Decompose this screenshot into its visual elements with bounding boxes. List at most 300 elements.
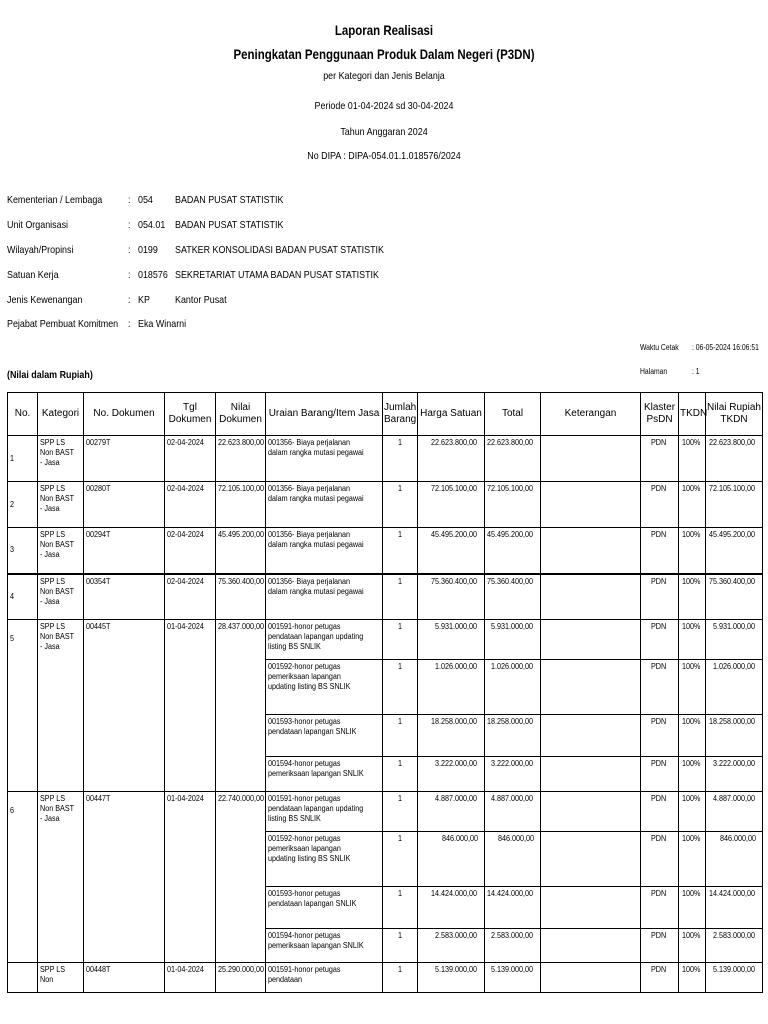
cell-rupiah [706,963,763,993]
col-header: Total [485,393,541,436]
cell-klaster [641,436,679,482]
table-row [8,792,763,832]
col-header: Nilai Dokumen [216,393,266,436]
cell-harga-text: 75.360.400,00 [430,576,477,586]
cell-no [8,528,38,574]
cell-harga-text: 45.495.200,00 [430,530,477,539]
cell-uraian [266,832,383,887]
cell-nilai-text: 25.290.000,00 [218,965,265,974]
report-title: Laporan Realisasi [334,22,434,38]
cell-total-text: 2.583.000,00 [491,931,534,940]
cell-nilai-text: 22.623.800,00 [218,438,265,447]
cell-harga-text: 3.222.000,00 [435,759,478,768]
cell-jumlah [383,715,418,757]
cell-tkdn-text: 100% [681,438,701,447]
cell-tkdn-text: 100% [681,576,701,586]
cell-total [485,832,541,887]
cell-harga [418,660,485,715]
cell-uraian-text: 001356- Biaya perjalanan dalam rangka mutasi pegawai [268,530,364,549]
cell-harga [418,482,485,528]
cell-klaster [641,832,679,887]
cell-klaster [641,574,679,620]
table-row [8,620,763,660]
cell-uraian [266,620,383,660]
cell-uraian [266,963,383,993]
cell-total-text: 5.139.000,00 [491,965,534,974]
cell-uraian [266,482,383,528]
col-header: No. Dokumen [84,393,165,436]
info-code: 054.01 [138,219,166,231]
cell-rupiah [706,929,763,963]
cell-keterangan [541,660,641,715]
cell-tkdn-text: 100% [681,889,701,898]
cell-uraian-text: 001356- Biaya perjalanan dalam rangka mutasi pegawai [268,438,364,457]
cell-total-text: 14.424.000,00 [487,889,534,898]
cell-rupiah [706,792,763,832]
nilai-note: (Nilai dalam Rupiah) [7,369,93,381]
cell-tkdn-text: 100% [681,622,701,631]
report-periode: Periode 01-04-2024 sd 30-04-2024 [314,100,454,112]
cell-kategori-text: SPP LS Non BAST - Jasa [40,484,74,513]
cell-klaster-text: PDN [651,576,667,586]
cell-dokumen [84,528,165,574]
cell-rupiah-text: 3.222.000,00 [713,759,756,768]
cell-total-text: 3.222.000,00 [491,759,534,768]
cell-klaster-text: PDN [651,484,667,493]
cell-tkdn [679,929,706,963]
cell-tgl [165,792,216,963]
col-header: Harga Satuan [418,393,485,436]
cell-nilai [216,963,266,993]
cell-jumlah [383,574,418,620]
cell-total [485,929,541,963]
cell-rupiah-text: 846.000,00 [719,834,756,843]
cell-dokumen-text: 00279T [86,438,111,447]
cell-jumlah-text: 1 [397,622,402,631]
info-code: 054 [138,194,153,206]
cell-tkdn [679,574,706,620]
cell-kategori [38,528,84,574]
cell-no-text: 3 [10,545,15,555]
cell-klaster [641,715,679,757]
col-header: TKDN [679,393,706,436]
cell-no-text: 5 [10,634,15,643]
cell-nilai [216,620,266,792]
cell-rupiah [706,660,763,715]
cell-harga-text: 5.931.000,00 [435,622,478,631]
cell-tgl [165,574,216,620]
cell-rupiah-text: 75.360.400,00 [708,576,755,586]
cell-harga-text: 18.258.000,00 [430,717,477,726]
cell-uraian [266,528,383,574]
cell-nilai [216,482,266,528]
cell-jumlah [383,929,418,963]
cell-keterangan [541,832,641,887]
cell-kategori-text: SPP LS Non BAST - Jasa [40,438,74,467]
cell-nilai [216,574,266,620]
cell-no-text: 2 [10,499,15,509]
cell-jumlah [383,792,418,832]
cell-uraian [266,792,383,832]
cell-tkdn-text: 100% [681,965,701,974]
cell-tkdn [679,715,706,757]
report-table [7,392,763,993]
cell-total-text: 5.931.000,00 [491,622,534,631]
cell-kategori [38,436,84,482]
cell-tkdn-text: 100% [681,662,701,671]
cell-uraian [266,715,383,757]
cell-dokumen [84,620,165,792]
cell-uraian-text: 001592-honor petugas pemeriksaan lapangan updating listing BS SNLIK [268,662,351,691]
cell-keterangan [541,757,641,792]
cell-harga-text: 4.887.000,00 [435,794,478,803]
cell-jumlah-text: 1 [397,931,402,940]
info-code: Eka Winarni [138,318,187,330]
cell-harga [418,929,485,963]
cell-klaster-text: PDN [651,622,667,631]
cell-tgl [165,963,216,993]
cell-rupiah [706,482,763,528]
cell-tgl [165,528,216,574]
cell-tkdn [679,792,706,832]
cell-harga-text: 72.105.100,00 [430,484,477,493]
cell-nilai [216,792,266,963]
cell-dokumen [84,436,165,482]
cell-kategori-text: SPP LS Non BAST - Jasa [40,794,74,823]
cell-tgl [165,620,216,792]
cell-total-text: 72.105.100,00 [487,484,534,493]
cell-no-text: 6 [10,806,15,815]
cell-keterangan [541,929,641,963]
cell-uraian-text: 001356- Biaya perjalanan dalam rangka mutasi pegawai [268,576,364,596]
cell-jumlah-text: 1 [397,576,402,586]
cell-harga [418,887,485,929]
cell-nilai-text: 72.105.100,00 [218,484,265,493]
cell-dokumen-text: 00294T [86,530,111,539]
cell-dokumen-text: 00445T [86,622,111,631]
report-tahun: Tahun Anggaran 2024 [340,126,428,138]
cell-tkdn-text: 100% [681,717,701,726]
cell-jumlah-text: 1 [397,484,402,493]
cell-klaster [641,620,679,660]
cell-keterangan [541,482,641,528]
cell-keterangan [541,887,641,929]
cell-total [485,792,541,832]
col-header: Nilai Rupiah TKDN [706,393,763,436]
cell-total [485,660,541,715]
cell-jumlah [383,660,418,715]
cell-keterangan [541,715,641,757]
cell-tgl-text: 01-04-2024 [167,794,204,803]
cell-dokumen [84,792,165,963]
cell-uraian [266,574,383,620]
cell-jumlah [383,832,418,887]
cell-tkdn [679,757,706,792]
cell-dokumen-text: 00280T [86,484,111,493]
table-row [8,482,763,528]
col-header: No. [8,393,38,436]
cell-rupiah [706,757,763,792]
cell-jumlah-text: 1 [397,759,402,768]
cell-kategori [38,963,84,993]
cell-rupiah-text: 2.583.000,00 [713,931,756,940]
cell-rupiah [706,574,763,620]
cell-total-text: 22.623.800,00 [487,438,534,447]
cell-keterangan [541,963,641,993]
cell-tgl-text: 02-04-2024 [167,576,204,586]
cell-harga-text: 22.623.800,00 [430,438,477,447]
table-row [8,963,763,993]
cell-rupiah-text: 5.139.000,00 [713,965,756,974]
cell-klaster-text: PDN [651,889,667,898]
cell-tkdn-text: 100% [681,834,701,843]
cell-tgl [165,436,216,482]
info-label: Kementerian / Lembaga [7,194,103,206]
cell-kategori-text: SPP LS Non BAST - Jasa [40,530,74,559]
col-header: Tgl Dokumen [165,393,216,436]
cell-nilai [216,436,266,482]
cell-rupiah-text: 72.105.100,00 [708,484,755,493]
waktu-cetak-label: Waktu Cetak [640,343,679,352]
info-colon: : [128,219,131,231]
cell-kategori-text: SPP LS Non BAST - Jasa [40,622,74,651]
cell-total-text: 846.000,00 [497,834,534,843]
table-header-row [8,393,763,436]
cell-tkdn-text: 100% [681,931,701,940]
cell-tkdn [679,482,706,528]
cell-total-text: 1.026.000,00 [491,662,534,671]
cell-tgl [165,482,216,528]
report-per: per Kategori dan Jenis Belanja [323,70,445,82]
cell-rupiah [706,436,763,482]
info-colon: : [128,318,131,330]
cell-tkdn [679,832,706,887]
cell-total-text: 75.360.400,00 [487,576,534,586]
cell-keterangan [541,792,641,832]
cell-total [485,620,541,660]
cell-jumlah-text: 1 [397,965,402,974]
cell-rupiah [706,715,763,757]
cell-harga [418,528,485,574]
col-header: Klaster PsDN [641,393,679,436]
cell-klaster [641,528,679,574]
cell-total [485,574,541,620]
cell-klaster [641,660,679,715]
cell-rupiah [706,832,763,887]
cell-no [8,574,38,620]
cell-uraian-text: 001593-honor petugas pendataan lapangan SNLIK [268,717,357,736]
cell-rupiah-text: 45.495.200,00 [708,530,755,539]
cell-jumlah-text: 1 [397,794,402,803]
cell-total [485,715,541,757]
info-colon: : [128,194,131,206]
cell-rupiah [706,528,763,574]
cell-tkdn [679,963,706,993]
cell-harga [418,832,485,887]
cell-jumlah [383,528,418,574]
cell-klaster-text: PDN [651,530,667,539]
col-header: Uraian Barang/Item Jasa [266,393,383,436]
cell-kategori-text: SPP LS Non [40,965,66,984]
cell-total [485,436,541,482]
col-header: Keterangan [541,393,641,436]
cell-uraian-text: 001594-honor petugas pemeriksaan lapangan SNLIK [268,931,364,950]
cell-keterangan [541,436,641,482]
cell-keterangan [541,528,641,574]
col-header: Jumlah Barang [383,393,418,436]
cell-kategori [38,574,84,620]
cell-klaster [641,757,679,792]
cell-harga [418,792,485,832]
cell-tkdn-text: 100% [681,794,701,803]
cell-total-text: 18.258.000,00 [487,717,534,726]
cell-klaster-text: PDN [651,834,667,843]
cell-keterangan [541,620,641,660]
cell-klaster-text: PDN [651,931,667,940]
cell-jumlah [383,620,418,660]
cell-nilai-text: 22.740.000,00 [218,794,265,803]
cell-harga-text: 14.424.000,00 [430,889,477,898]
cell-total [485,482,541,528]
cell-jumlah-text: 1 [397,717,402,726]
table-row [8,528,763,574]
info-value: BADAN PUSAT STATISTIK [175,219,284,231]
info-label: Pejabat Pembuat Komitmen [7,318,119,330]
cell-rupiah-text: 14.424.000,00 [708,889,755,898]
cell-nilai [216,528,266,574]
cell-total [485,963,541,993]
cell-klaster [641,963,679,993]
cell-jumlah-text: 1 [397,530,402,539]
cell-rupiah-text: 5.931.000,00 [713,622,756,631]
cell-tgl-text: 01-04-2024 [167,965,204,974]
info-label: Wilayah/Propinsi [7,244,74,256]
cell-klaster-text: PDN [651,438,667,447]
cell-uraian-text: 001591-honor petugas pendataan [268,965,341,984]
cell-uraian [266,887,383,929]
cell-no [8,963,38,993]
cell-uraian-text: 001591-honor petugas pendataan lapangan updating listing BS SNLIK [268,794,364,823]
cell-dokumen [84,963,165,993]
cell-rupiah [706,620,763,660]
info-colon: : [128,294,131,306]
cell-dokumen [84,482,165,528]
cell-jumlah [383,757,418,792]
cell-no-text: 1 [10,453,15,463]
cell-total-text: 45.495.200,00 [487,530,534,539]
info-value: SATKER KONSOLIDASI BADAN PUSAT STATISTIK [175,244,384,256]
cell-harga [418,757,485,792]
cell-uraian-text: 001593-honor petugas pendataan lapangan SNLIK [268,889,357,908]
cell-kategori [38,792,84,963]
info-colon: : [128,269,131,281]
cell-keterangan [541,574,641,620]
cell-rupiah [706,887,763,929]
cell-klaster-text: PDN [651,662,667,671]
cell-uraian-text: 001591-honor petugas pendataan lapangan updating listing BS SNLIK [268,622,364,651]
cell-tkdn [679,620,706,660]
cell-jumlah [383,887,418,929]
info-colon: : [128,244,131,256]
cell-dokumen-text: 00448T [86,965,111,974]
col-header: Kategori [38,393,84,436]
cell-uraian-text: 001592-honor petugas pemeriksaan lapangan updating listing BS SNLIK [268,834,351,863]
cell-harga-text: 1.026.000,00 [435,662,478,671]
cell-klaster [641,929,679,963]
table-row [8,574,763,620]
cell-tkdn [679,436,706,482]
cell-uraian [266,757,383,792]
cell-nilai-text: 75.360.400,00 [218,576,265,586]
halaman-value: : 1 [692,367,700,376]
cell-no [8,436,38,482]
cell-harga-text: 5.139.000,00 [435,965,478,974]
cell-uraian [266,660,383,715]
waktu-cetak-value: : 06-05-2024 16:06:51 [692,343,759,352]
cell-jumlah [383,482,418,528]
cell-jumlah-text: 1 [397,662,402,671]
cell-klaster-text: PDN [651,759,667,768]
cell-no [8,620,38,792]
cell-jumlah [383,963,418,993]
cell-jumlah-text: 1 [397,834,402,843]
info-value: Kantor Pusat [175,294,227,306]
cell-tkdn [679,660,706,715]
info-label: Satuan Kerja [7,269,59,281]
cell-tkdn-text: 100% [681,530,701,539]
cell-dokumen [84,574,165,620]
cell-total [485,887,541,929]
cell-uraian-text: 001594-honor petugas pemeriksaan lapangan SNLIK [268,759,364,778]
cell-tgl-text: 02-04-2024 [167,438,204,447]
cell-rupiah-text: 4.887.000,00 [713,794,756,803]
info-code: 018576 [138,269,168,281]
cell-dokumen-text: 00354T [86,576,111,586]
cell-rupiah-text: 18.258.000,00 [708,717,755,726]
cell-harga [418,620,485,660]
cell-uraian-text: 001356- Biaya perjalanan dalam rangka mutasi pegawai [268,484,364,503]
cell-jumlah [383,436,418,482]
cell-nilai-text: 28.437.000,00 [218,622,265,631]
cell-jumlah-text: 1 [397,438,402,447]
info-code: 0199 [138,244,158,256]
report-dipa: No DIPA : DIPA-054.01.1.018576/2024 [307,150,461,162]
cell-no-text: 4 [10,591,15,601]
cell-rupiah-text: 1.026.000,00 [713,662,756,671]
report-subtitle: Peningkatan Penggunaan Produk Dalam Negeri (P3DN) [233,46,535,62]
cell-total [485,528,541,574]
cell-jumlah-text: 1 [397,889,402,898]
cell-harga [418,963,485,993]
cell-kategori [38,482,84,528]
table-row [8,436,763,482]
cell-total [485,757,541,792]
cell-klaster-text: PDN [651,965,667,974]
cell-klaster [641,482,679,528]
cell-uraian [266,929,383,963]
cell-harga [418,574,485,620]
cell-tkdn-text: 100% [681,484,701,493]
cell-klaster-text: PDN [651,794,667,803]
cell-no [8,482,38,528]
cell-kategori [38,620,84,792]
cell-harga [418,436,485,482]
cell-kategori-text: SPP LS Non BAST - Jasa [40,576,74,606]
cell-klaster [641,887,679,929]
info-label: Jenis Kewenangan [7,294,83,306]
cell-harga-text: 2.583.000,00 [435,931,478,940]
cell-uraian [266,436,383,482]
